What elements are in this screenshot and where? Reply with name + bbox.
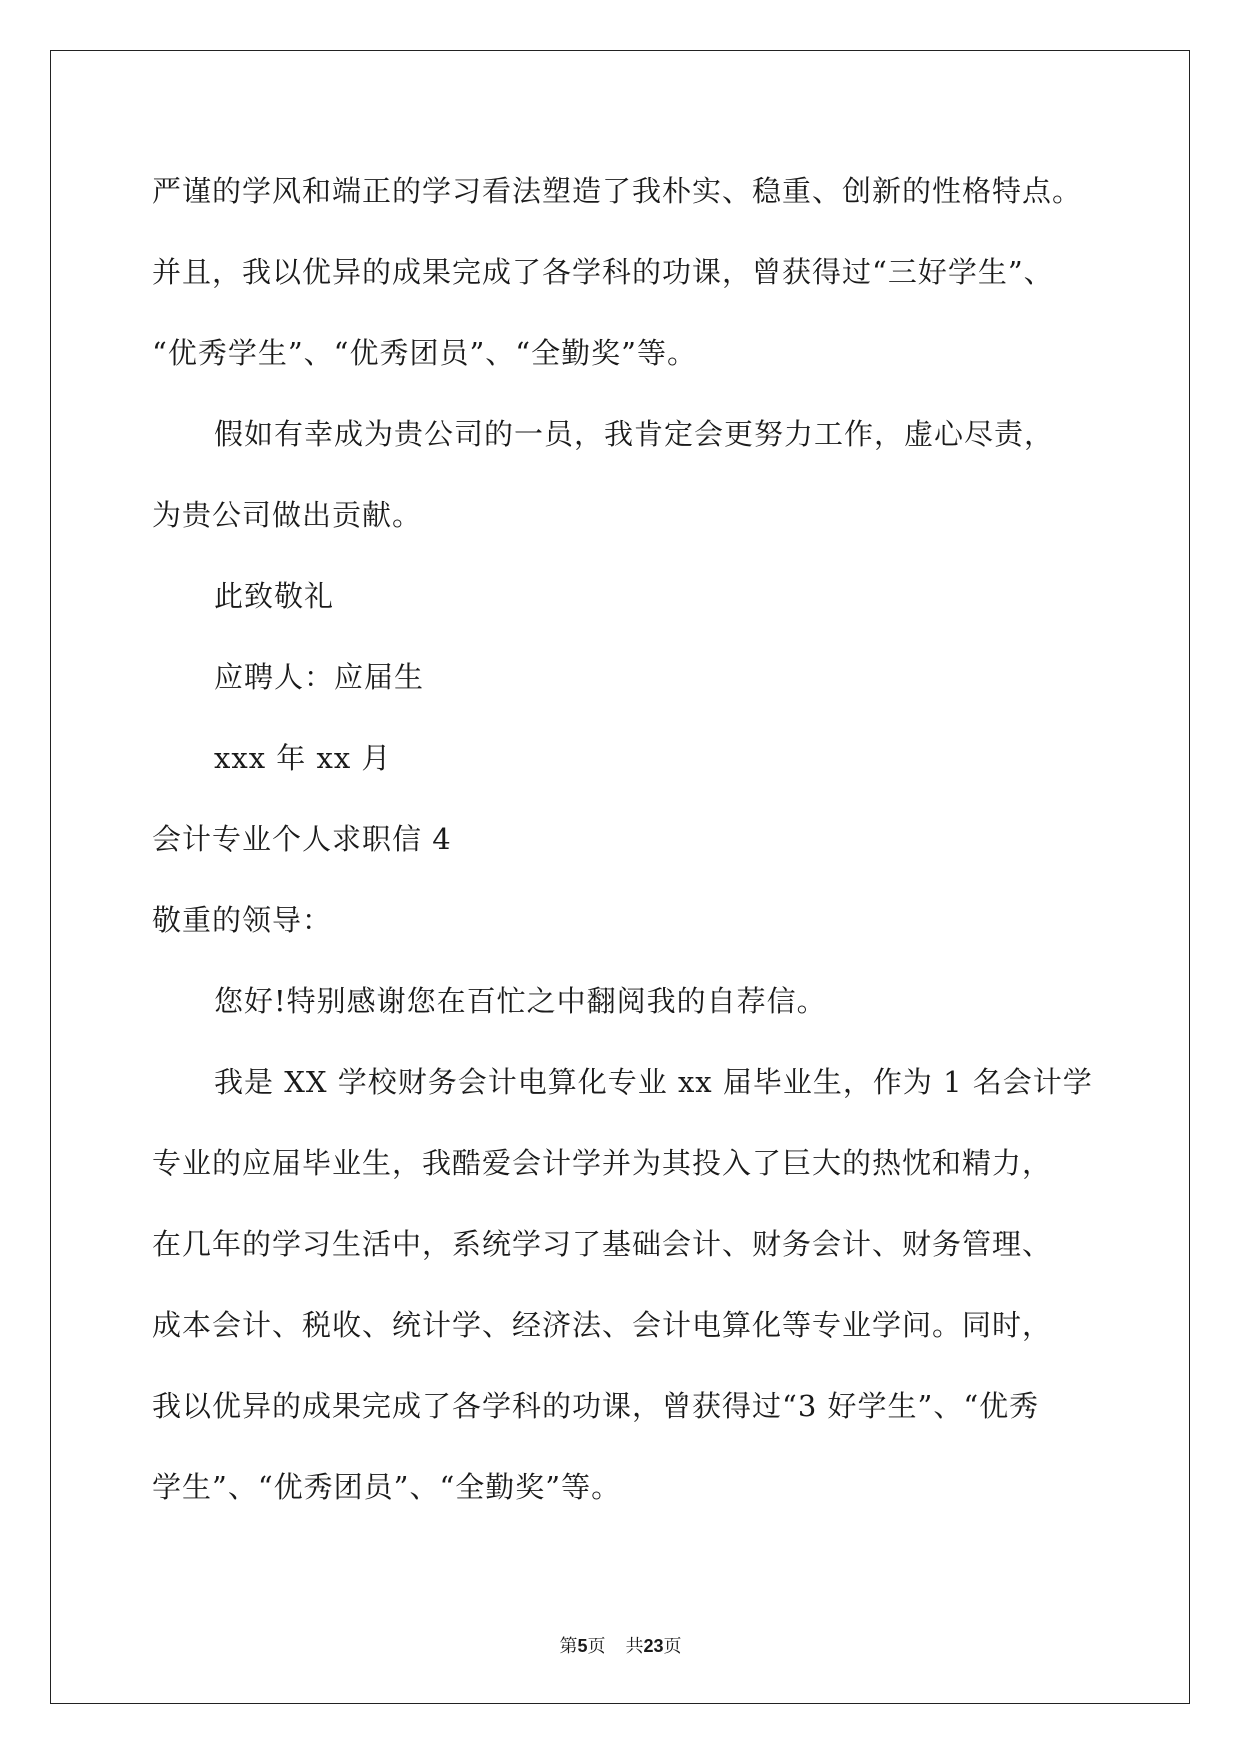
text-line: 我以优异的成果完成了各学科的功课，曾获得过“3 好学生”、“优秀: [152, 1389, 1040, 1423]
text-line: 在几年的学习生活中，系统学习了基础会计、财务会计、财务管理、: [152, 1227, 1053, 1261]
total-suffix: 页: [663, 1636, 682, 1657]
section-title: 会计专业个人求职信 4: [152, 822, 452, 856]
page-suffix: 页: [587, 1636, 606, 1657]
page-number: 5: [577, 1636, 588, 1656]
text-line: 我是 XX 学校财务会计电算化专业 xx 届毕业生，作为 1 名会计学: [214, 1065, 1093, 1099]
text-line: 您好!特别感谢您在百忙之中翻阅我的自荐信。: [214, 984, 827, 1018]
text-line: 假如有幸成为贵公司的一员，我肯定会更努力工作，虚心尽责，: [214, 417, 1055, 451]
text-line: 专业的应届毕业生，我酷爱会计学并为其投入了巨大的热忱和精力，: [152, 1146, 1053, 1180]
text-line: 成本会计、税收、统计学、经济法、会计电算化等专业学问。同时，: [152, 1308, 1053, 1342]
text-line: 并且，我以优异的成果完成了各学科的功课，曾获得过“三好学生”、: [152, 255, 1054, 289]
applicant-signature: 应聘人：应届生: [214, 660, 425, 694]
text-line: 严谨的学风和端正的学习看法塑造了我朴实、稳重、创新的性格特点。: [152, 174, 1083, 208]
document-body: [152, 162, 1112, 1539]
closing-salutation: 此致敬礼: [214, 579, 335, 613]
text-line: 为贵公司做出贡献。: [152, 498, 423, 532]
letter-greeting: 敬重的领导：: [152, 903, 333, 937]
page-footer: [0, 1632, 1241, 1658]
total-pages: 23: [643, 1636, 664, 1656]
total-prefix: 共: [625, 1636, 644, 1657]
page-prefix: 第: [559, 1636, 578, 1657]
text-line: “优秀学生”、“优秀团员”、“全勤奖”等。: [152, 336, 697, 370]
letter-date: xxx 年 xx 月: [214, 741, 392, 775]
text-line: 学生”、“优秀团员”、“全勤奖”等。: [152, 1470, 622, 1504]
